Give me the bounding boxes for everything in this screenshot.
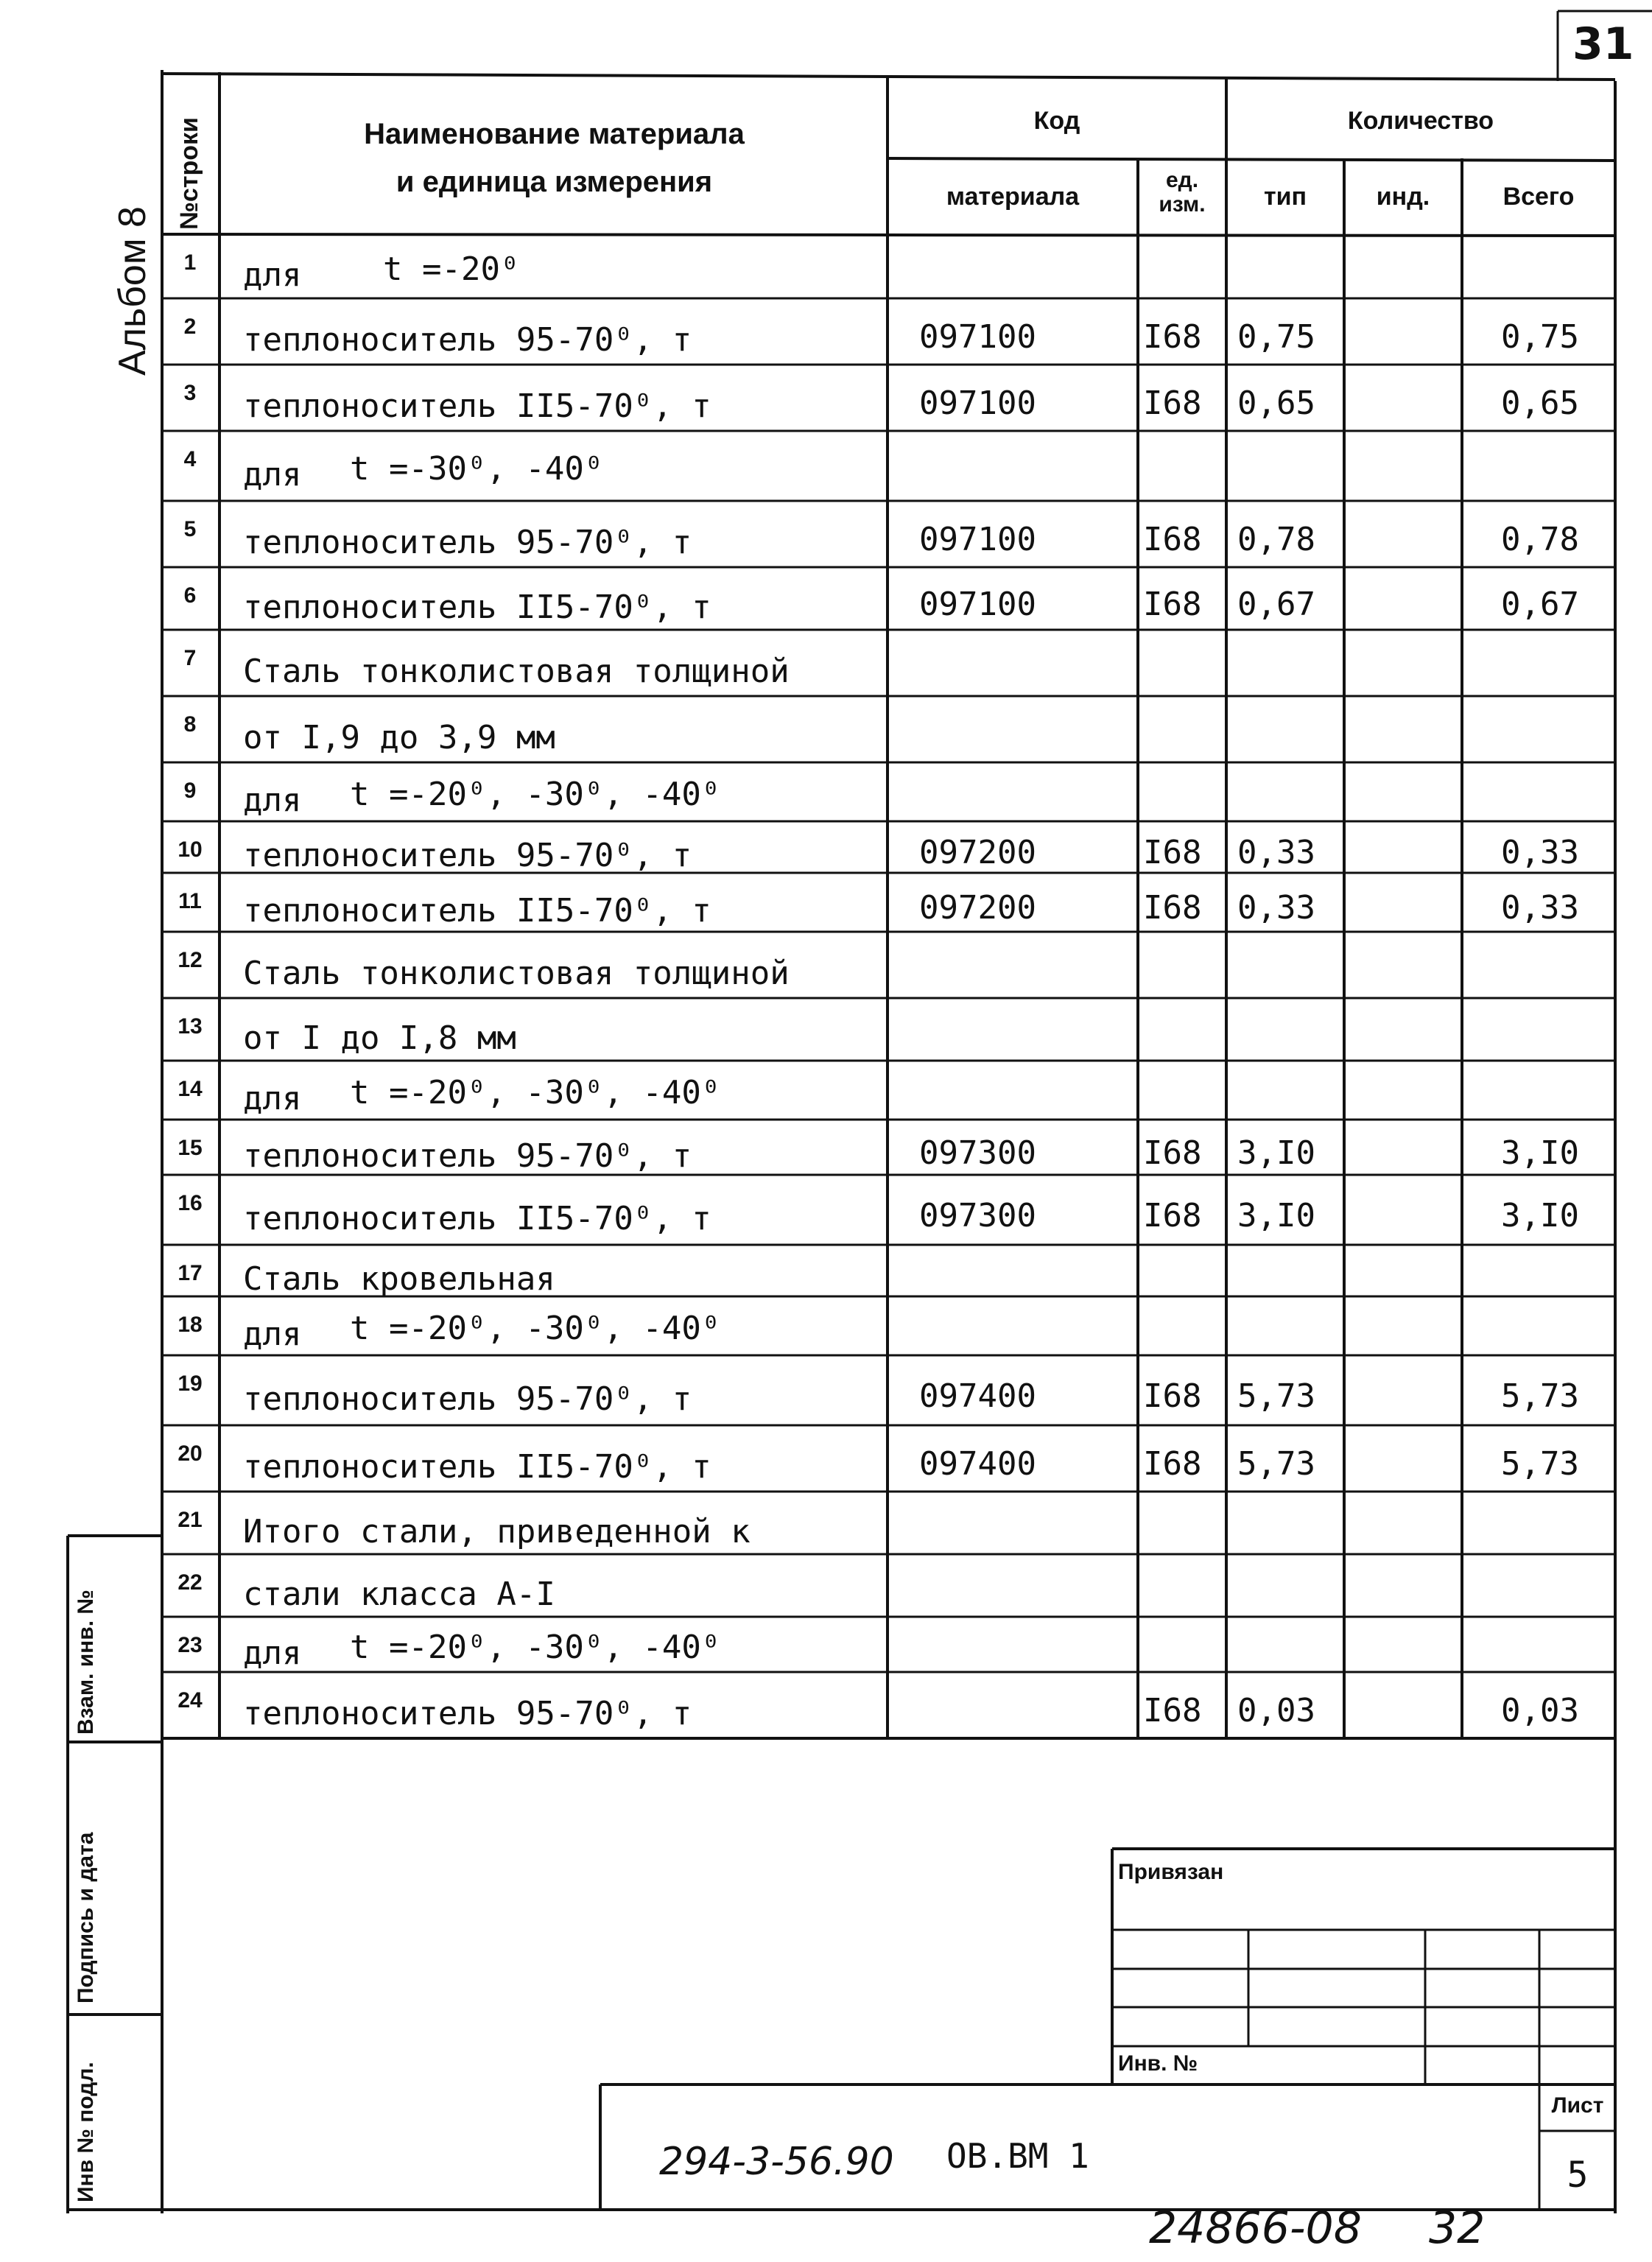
material-name-cell: теплоноситель 95-70⁰, т xyxy=(243,321,692,359)
row-number: 14 xyxy=(177,1077,203,1101)
code-cell: 097400 xyxy=(919,1377,1036,1415)
row-number: 1 xyxy=(183,250,197,275)
header-code: Код xyxy=(1033,107,1080,135)
row-number: 5 xyxy=(183,517,197,541)
material-name-cell: теплоноситель 95-70⁰, т xyxy=(243,1695,692,1732)
total-cell: 0,03 xyxy=(1501,1692,1579,1729)
material-name-cell: теплоноситель II5-70⁰, т xyxy=(243,1199,711,1237)
type-cell: 5,73 xyxy=(1237,1377,1315,1415)
total-cell: 0,78 xyxy=(1501,521,1579,558)
code-cell: 097100 xyxy=(919,585,1036,623)
total-cell: 0,67 xyxy=(1501,585,1579,623)
total-cell: 5,73 xyxy=(1501,1377,1579,1415)
row-number: 16 xyxy=(177,1191,203,1215)
material-name-cell: Сталь тонколистовая толщиной xyxy=(243,653,790,690)
type-cell: 5,73 xyxy=(1237,1445,1315,1483)
row-number: 15 xyxy=(177,1136,203,1160)
code-cell: 097100 xyxy=(919,318,1036,356)
temperature-condition: t =-20⁰, -30⁰, -40⁰ xyxy=(350,776,721,813)
row-number: 2 xyxy=(183,315,197,339)
row-number: 10 xyxy=(177,837,203,862)
type-cell: 0,65 xyxy=(1237,384,1315,422)
material-name-cell: стали класса А-I xyxy=(243,1575,555,1613)
material-name-cell: от I,9 до 3,9 мм xyxy=(243,719,555,756)
temperature-condition: t =-20⁰, -30⁰, -40⁰ xyxy=(350,1074,721,1111)
code-cell: 097100 xyxy=(919,384,1036,422)
temperature-condition: t =-20⁰, -30⁰, -40⁰ xyxy=(350,1628,721,1666)
row-number: 23 xyxy=(177,1633,203,1657)
material-name-cell: теплоноситель II5-70⁰, т xyxy=(243,892,711,930)
temperature-condition: t =-20⁰ xyxy=(383,250,520,288)
side-label-sign-date: Подпись и дата xyxy=(74,1832,98,2003)
unit-cell: I68 xyxy=(1143,1692,1202,1729)
code-cell: 097400 xyxy=(919,1445,1036,1483)
header-unit: ед. изм. xyxy=(1159,168,1206,217)
type-cell: 0,33 xyxy=(1237,889,1315,927)
total-cell: 0,65 xyxy=(1501,384,1579,422)
unit-cell: I68 xyxy=(1143,1196,1202,1234)
material-name-cell: Сталь кровельная xyxy=(243,1260,555,1298)
type-cell: 0,67 xyxy=(1237,585,1315,623)
type-cell: 0,75 xyxy=(1237,318,1315,356)
material-name-cell: для xyxy=(243,256,302,294)
material-name-cell: теплоноситель II5-70⁰, т xyxy=(243,1448,711,1486)
material-name-cell: теплоноситель II5-70⁰, т xyxy=(243,588,711,626)
unit-cell: I68 xyxy=(1143,521,1202,558)
unit-cell: I68 xyxy=(1143,384,1202,422)
row-number: 17 xyxy=(177,1261,203,1285)
total-cell: 3,I0 xyxy=(1501,1196,1579,1234)
sheet-label: Лист xyxy=(1551,2093,1604,2118)
header-type: тип xyxy=(1263,183,1307,211)
code-cell: 097200 xyxy=(919,889,1036,927)
row-number: 24 xyxy=(177,1688,203,1713)
code-cell: 097200 xyxy=(919,834,1036,871)
row-number: 7 xyxy=(183,646,197,670)
type-cell: 0,33 xyxy=(1237,834,1315,871)
header-name-line2: и единица измерения xyxy=(396,166,713,198)
sheet-number: 5 xyxy=(1567,2154,1589,2196)
header-name-line1: Наименование материала xyxy=(364,118,745,150)
privyazan-label: Привязан xyxy=(1118,1860,1224,1884)
material-name-cell: от I до I,8 мм xyxy=(243,1019,516,1057)
material-name-cell: для xyxy=(243,1316,302,1353)
total-cell: 5,73 xyxy=(1501,1445,1579,1483)
code-cell: 097100 xyxy=(919,521,1036,558)
row-number: 21 xyxy=(177,1508,203,1532)
row-number: 19 xyxy=(177,1371,203,1396)
material-name-cell: для xyxy=(243,1634,302,1672)
type-cell: 3,I0 xyxy=(1237,1134,1315,1172)
type-cell: 0,78 xyxy=(1237,521,1315,558)
side-label-vzam-inv: Взам. инв. № xyxy=(74,1590,98,1735)
row-number: 22 xyxy=(177,1570,203,1595)
code-cell: 097300 xyxy=(919,1196,1036,1234)
unit-cell: I68 xyxy=(1143,1377,1202,1415)
bottom-page: 32 xyxy=(1429,2202,1486,2254)
header-quantity: Количество xyxy=(1347,107,1494,135)
row-number: 20 xyxy=(177,1441,203,1466)
row-number: 18 xyxy=(177,1313,203,1337)
unit-cell: I68 xyxy=(1143,1445,1202,1483)
total-cell: 0,75 xyxy=(1501,318,1579,356)
album-label: Альбом 8 xyxy=(111,206,154,376)
type-cell: 0,03 xyxy=(1237,1692,1315,1729)
inv-no-label: Инв. № xyxy=(1118,2051,1198,2076)
row-number: 4 xyxy=(183,447,197,471)
row-number: 12 xyxy=(177,948,203,972)
unit-cell: I68 xyxy=(1143,318,1202,356)
temperature-condition: t =-20⁰, -30⁰, -40⁰ xyxy=(350,1310,721,1347)
row-number: 8 xyxy=(183,712,197,737)
total-cell: 0,33 xyxy=(1501,834,1579,871)
temperature-condition: t =-30⁰, -40⁰ xyxy=(350,449,604,488)
side-label-inv-no-sub: Инв № подл. xyxy=(74,2062,98,2202)
row-number: 3 xyxy=(183,381,197,405)
material-name-cell: теплоноситель 95-70⁰, т xyxy=(243,1137,692,1175)
row-number: 11 xyxy=(178,889,202,913)
row-number: 6 xyxy=(183,583,197,608)
material-name-cell: теплоноситель 95-70⁰, т xyxy=(243,837,692,874)
row-number: 13 xyxy=(177,1014,203,1039)
material-name-cell: Сталь тонколистовая толщиной xyxy=(243,955,790,992)
corner-page-number: 31 xyxy=(1572,18,1634,70)
material-name-cell: теплоноситель 95-70⁰, т xyxy=(243,524,692,561)
unit-cell: I68 xyxy=(1143,585,1202,623)
header-row-number: №строки xyxy=(175,117,203,230)
material-name-cell: теплоноситель 95-70⁰, т xyxy=(243,1380,692,1418)
document-mark: ОВ.ВМ 1 xyxy=(946,2136,1089,2176)
unit-cell: I68 xyxy=(1143,889,1202,927)
header-ind: инд. xyxy=(1376,183,1430,211)
type-cell: 3,I0 xyxy=(1237,1196,1315,1234)
header-total: Всего xyxy=(1502,183,1575,211)
total-cell: 3,I0 xyxy=(1501,1134,1579,1172)
header-material: материала xyxy=(946,183,1080,211)
material-name-cell: теплоноситель II5-70⁰, т xyxy=(243,387,711,425)
code-cell: 097300 xyxy=(919,1134,1036,1172)
document-code: 294-3-56.90 xyxy=(659,2140,894,2184)
material-name-cell: для xyxy=(243,781,302,819)
bottom-number: 24866-08 xyxy=(1149,2202,1362,2254)
total-cell: 0,33 xyxy=(1501,889,1579,927)
unit-cell: I68 xyxy=(1143,834,1202,871)
material-name-cell: Итого стали, приведенной к xyxy=(243,1512,751,1550)
unit-cell: I68 xyxy=(1143,1134,1202,1172)
material-name-cell: для xyxy=(243,1080,302,1117)
material-name-cell: для xyxy=(243,455,302,494)
row-number: 9 xyxy=(183,779,197,803)
